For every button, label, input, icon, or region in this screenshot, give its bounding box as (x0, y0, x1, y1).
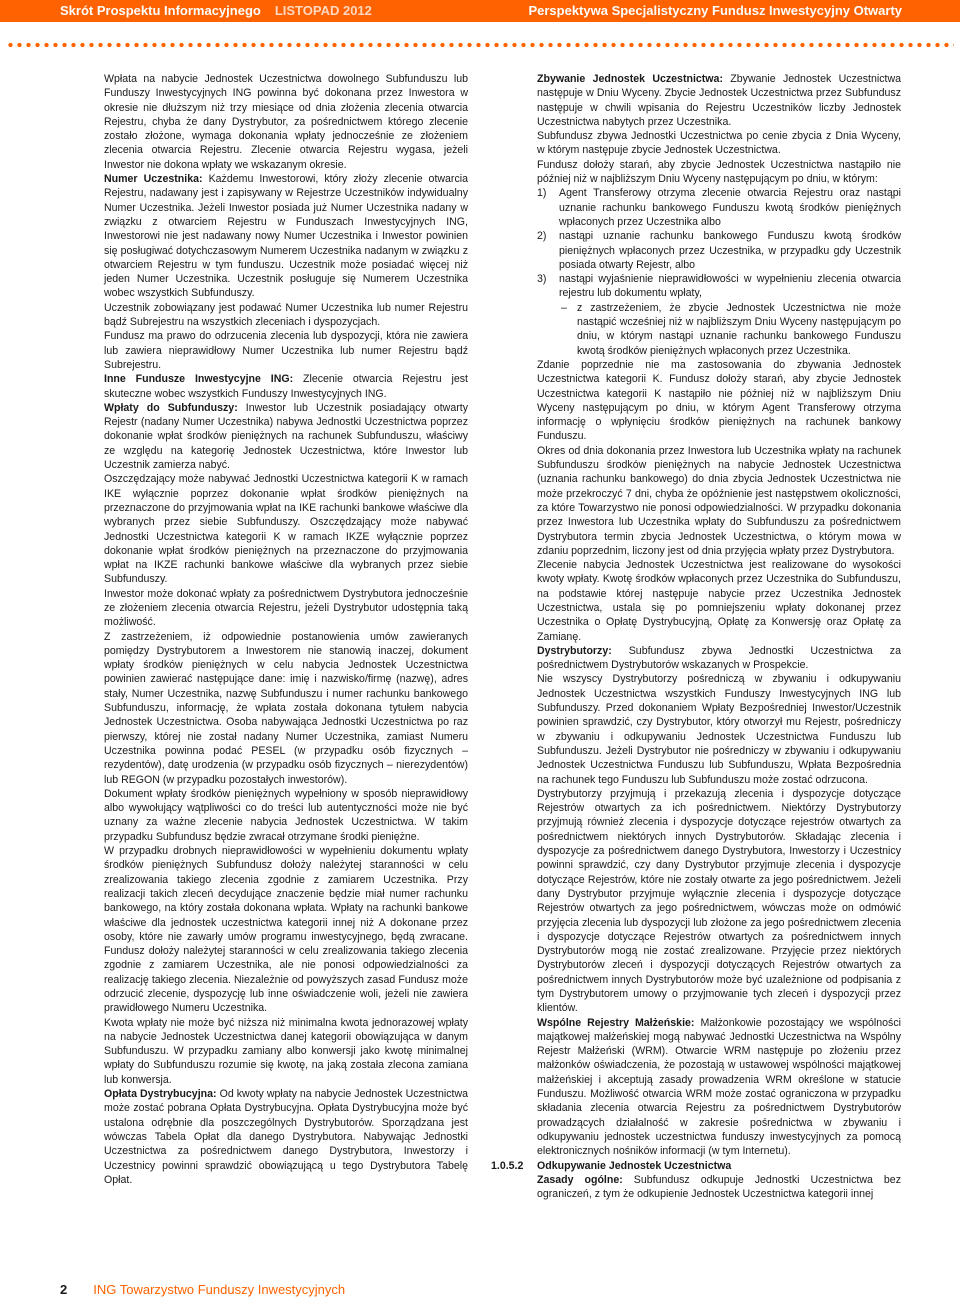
document-date: LISTOPAD 2012 (274, 3, 372, 18)
paragraph: Kwota wpłaty nie może być niższa niż minimalna kwota jednorazowej wpłaty na nabycie Jednostek Uczestnictwa danej kategorii obowiązująca w danym Subfunduszu. W przypadku zamiany albo konwersji jako kwotę minimalnej wpłaty do Subfunduszu rozumie się kwotę, na jaką została zlecona zamiana lub konwersja. (104, 1016, 468, 1086)
paragraph: W przypadku drobnych nieprawidłowości w wypełnieniu dokumentu wpłaty środków pieniężnych Subfundusz dołoży należytej staranności w celu zrealizowania takiego zlecenia zgodnie z zamiarem Uczestnika. Przy realizacji takich zleceń decydujące znaczenie będzie miał numer rachunku bankowego, na który została dokonana wpłata. Wpłaty na rachunki bankowe właściwe dla jednostek uczestnictwa kategorii innej niż A dokonane przez osoby, które nie zawarły umów programu inwestycyjnego, będą zwracane. Fundusz dołoży należytej staranności w celu zrealizowania takiego zlecenia zgodnie z zamiarem Uczestnika, ale nie ponosi odpowiedzialności za realizację takiego zlecenia. Niezależnie od powyższych zasad Fundusz może odrzucić zlecenie, dyspozycję lub inne oświadczenie woli, jeżeli nie zawiera prawidłowego Numeru Uczestnika. (104, 845, 468, 1015)
paragraph-text: Każdemu Inwestorowi, który złoży zlecenie otwarcia Rejestru, nadawany jest i zapisywany w Rejestrze Uczestników indywidualny Numer Uczestnika. Jeżeli Inwestor posiada już Numer Uczestnika nadany w związku z otwarciem Rejestru w Funduszach Inwestycyjnych ING, Inwestorowi nie jest nadawany nowy Numer Uczestnika i Inwestor powinien się posługiwać dotychczasowym Numerem Uczestnika nadanym w związku z otwarciem Rejestru w tym funduszu. Uczestnik może posiadać więcej niż jeden Numer Uczestnika. Uczestnik posługuje się Numerem Uczestnika wobec wszystkich Subfunduszy. (104, 173, 469, 300)
list-item-text: Agent Transferowy otrzyma zlecenie otwarcia Rejestru oraz nastąpi uznanie rachunku bankowego Funduszu kwotą środków pieniężnych wpłaconych przez Uczestnika albo (559, 187, 901, 228)
list-item (537, 272, 901, 301)
paragraph-text: Od kwoty wpłaty na nabycie Jednostek Uczestnictwa może zostać pobrana Opłata Dystrybucyjna. Opłata Dystrybucyjna może być ustalona odrębnie dla poszczególnych Dystrybutorów. Sporządzana jest wówczas Tabela Opłat dla danego Dystrybutora. Nabywając Jednostki Uczestnictwa za pośrednictwem danego Dystrybutora, Inwestorzy i Uczestnicy powinni sprawdzić obowiązującą u tego Dystrybutora Tabelę Opłat. (104, 1088, 468, 1186)
dash-item (537, 301, 901, 358)
list-number: 3) (537, 273, 547, 286)
paragraph: Subfundusz zbywa Jednostki Uczestnictwa po cenie zbycia z Dnia Wyceny, w którym następuje zbycie Jednostek Uczestnictwa. (537, 130, 901, 157)
paragraph: Dokument wpłaty środków pieniężnych wypełniony w sposób nieprawidłowy albo wywołujący wątpliwości co do treści lub autentyczności może nie być uznany za ważne zlecenie nabycia Jednostek Uczestnictwa. W takim przypadku Subfundusz będzie zwracał otrzymane środki pieniężne. (104, 787, 468, 843)
term-label: Zbywanie Jednostek Uczestnictwa: (537, 73, 723, 85)
numbered-list (537, 186, 901, 300)
term-label: Zasady ogólne: (537, 1173, 623, 1186)
paragraph (537, 1173, 901, 1202)
paragraph: Wpłata na nabycie Jednostek Uczestnictwa dowolnego Subfunduszu lub Funduszy Inwestycyjnych ING powinna być dokonana przez Inwestora w okresie nie dłuższym niż trzy miesiące od dnia złożenia zlecenia otwarcia Rejestru, chyba że dany Dystrybutor, za pośrednictwem którego zlecenie zostało złożone, wymaga dokonania wpłaty jednocześnie ze złożeniem zlecenia otwarcia Rejestru. Zlecenie otwarcia Rejestru wygasa, jeżeli Inwestor nie dokona wpłaty we wskazanym okresie. (104, 73, 468, 171)
dotted-divider (6, 42, 954, 48)
paragraph: Uczestnik zobowiązany jest podawać Numer Uczestnika lub numer Rejestru bądź Subrejestru na wszystkich zleceniach i dyspozycjach. (104, 301, 468, 329)
paragraph (104, 372, 468, 401)
paragraph: Inwestor może dokonać wpłaty za pośrednictwem Dystrybutora jednocześnie ze złożeniem zlecenia otwarcia Rejestru, jeżeli Dystrybutor udostępnia taką możliwość. (104, 587, 468, 629)
left-column (104, 72, 468, 1187)
paragraph (104, 1087, 468, 1187)
list-item-text: nastąpi uznanie rachunku bankowego Funduszu kwotą środków pieniężnych wpłaconych przez Uczestnika, w przypadku gdy Uczestnik posiada otwarty Rejestr, albo (559, 230, 901, 271)
section-number: 1.0.5.2 (491, 1159, 524, 1172)
page-number: 2 (60, 1282, 68, 1297)
page-header (0, 0, 960, 22)
paragraph: Okres od dnia dokonania przez Inwestora lub Uczestnika wpłaty na rachunek Subfunduszu środków pieniężnych na nabycie Jednostek Uczestnictwa (uznania rachunku bankowego) do dnia zbycia Jednostek Uczestnictwa nie może przekroczyć 7 dni, chyba że opóźnienie jest następstwem okoliczności, za które Towarzystwo nie ponosi odpowiedzialności. W przypadku dokonania przez Inwestora lub Uczestnika wpłaty do Subfunduszu za pośrednictwem Dystrybutora termin zbycia Jednostek Uczestnictwa, o którym mowa w zdaniu poprzednim, liczony jest od dnia przyjęcia wpłaty przez Dystrybutora. (537, 444, 901, 557)
paragraph (537, 644, 901, 673)
list-number: 1) (537, 187, 547, 200)
paragraph (537, 72, 901, 129)
paragraph (104, 172, 468, 301)
paragraph-text: Zbywanie Jednostek Uczestnictwa następuje w Dniu Wyceny. Zbycie Jednostek Uczestnictwa przez Subfundusz następuje w chwili wpisania do Rejestru Uczestników liczby Jednostek Uczestnictwa nabytych przez Uczestnika. (537, 73, 902, 128)
dash-item-text: z zastrzeżeniem, że zbycie Jednostek Uczestnictwa nie może nastąpić wcześniej niż w najbliższym Dniu Wyceny następującym po dniu, w którym nastąpi uznanie rachunku bankowego Funduszu kwotą środków pieniężnych wpłaconych przez Uczestnika. (577, 301, 901, 357)
paragraph: Fundusz ma prawo do odrzucenia zlecenia lub dyspozycji, która nie zawiera lub zawiera nieprawidłowy Numer Uczestnika lub numer Rejestru bądź Subrejestru. (104, 330, 468, 371)
section-heading (491, 1159, 901, 1173)
paragraph: Nie wszyscy Dystrybutorzy pośredniczą w zbywaniu i odkupywaniu Jednostek Uczestnictwa wszystkich Funduszy Inwestycyjnych ING lub Subfunduszy. Przed dokonaniem Wpłaty Bezpośredniej Inwestor/Uczestnik powinien sprawdzić, czy Dystrybutor, który otworzył mu Rejestr, pośredniczy w zbywaniu i odkupywaniu Jednostek Uczestnictwa Funduszu lub Subfunduszu. Jeżeli Dystrybutor nie pośredniczy w zbywaniu i odkupywaniu Jednostek Uczestnictwa Funduszu lub Subfunduszu, Wpłata Bezpośrednia na rachunek tego Funduszu lub Subfunduszu może zostać odrzucona. (537, 673, 901, 786)
paragraph: Zdanie poprzednie nie ma zastosowania do zbywania Jednostek Uczestnictwa kategorii K. Fundusz dołoży starań, aby zbycie Jednostek Uczestnictwa kategorii K nastąpiło nie później niż w najbliższym Dniu Wyceny następującym po dniu, w którym Agent Transferowy otrzyma informację o wpłynięciu środków pieniężnych na rachunek bankowy Funduszu. (537, 358, 901, 443)
list-item (537, 229, 901, 272)
document-title: Skrót Prospektu Informacyjnego (60, 3, 261, 18)
term-label: Wspólne Rejestry Małżeńskie: (537, 1016, 695, 1029)
paragraph (537, 1016, 901, 1159)
paragraph: Fundusz dołoży starań, aby zbycie Jednostek Uczestnictwa nastąpiło nie później niż w najbliższym Dniu Wyceny następującym po dniu, w którym: (537, 158, 901, 186)
paragraph: Zlecenie nabycia Jednostek Uczestnictwa jest realizowane do wysokości kwoty wpłaty. Kwotę środków wpłaconych przez Uczestnika do Subfunduszu, na podstawie której następuje nabycie przez Uczestnika Jednostek Uczestnictwa, ustala się po pomniejszeniu wpłaty dokonanej przez Uczestnika o Opłatę Dystrybucyjną, Opłatę za Konwersję oraz Opłatę za Zamianę. (537, 559, 901, 643)
term-label: Wpłaty do Subfunduszy: (104, 401, 238, 414)
list-item-text: nastąpi wyjaśnienie nieprawidłowości w wypełnieniu zlecenia otwarcia rejestru lub dokumentu wpłaty, (559, 273, 901, 300)
paragraph: Oszczędzający może nabywać Jednostki Uczestnictwa kategorii K w ramach IKE wyłącznie poprzez dokonanie wpłat środków pieniężnych na przeznaczone do przyjmowania wpłat na IKE rachunki bankowe właściwe dla wybranych przez siebie Subfunduszy. Oszczędzający może nabywać Jednostki Uczestnictwa kategorii K w ramach IKZE wyłącznie poprzez dokonanie wpłat środków pieniężnych na przeznaczone do przyjmowania wpłat na IKZE rachunki bankowe właściwe dla wybranych przez siebie Subfunduszy. (104, 473, 468, 586)
list-number: 2) (537, 230, 547, 243)
paragraph-text: Zlecenie otwarcia Rejestru jest skuteczne wobec wszystkich Funduszy Inwestycyjnych ING. (104, 373, 468, 400)
term-label: Numer Uczestnika: (104, 173, 203, 186)
list-item (537, 186, 901, 229)
paragraph-text: Małżonkowie pozostający we wspólności majątkowej małżeńskiej mogą nabywać Jednostki Uczestnictwa na Wspólny Rejestr Małżeński (WRM). Otwarcie WRM następuje po złożeniu przez małżonków oświadczenia, że pozostają w ustawowej wspólności majątkowej małżeńskiej i akceptują zasady prowadzenia WRM określone w statucie Funduszu. Możliwość otwarcia WRM może zostać ograniczona w przypadku składania zlecenia otwarcia Rejestru za pośrednictwem Dystrybutorów prowadzących działalność w zakresie pośrednictwa w zbywaniu i odkupywaniu jednostek uczestnictwa funduszy inwestycyjnych za pomocą elektronicznych nośników informacji (w tym Internetu). (537, 1016, 901, 1158)
paragraph-text: Inwestor lub Uczestnik posiadający otwarty Rejestr (nadany Numer Uczestnika) nabywa Jednostki Uczestnictwa poprzez dokonanie wpłat środków pieniężnych na rachunek Subfunduszu, właściwy ze względu na kategorię Jednostek Uczestnictwa, które Inwestor lub Uczestnik zamierza nabyć. (104, 401, 468, 472)
header-left (60, 3, 372, 18)
page-footer (60, 1282, 345, 1297)
paragraph: Z zastrzeżeniem, iż odpowiednie postanowienia umów zawieranych pomiędzy Dystrybutorem a Inwestorem nie stanowią inaczej, dokument wpłaty środków pieniężnych w celu nabycia Jednostek Uczestnictwa powinien zawierać następujące dane: imię i nazwisko/firmę (nazwę), adres stały, Numer Uczestnika, nazwę Subfunduszu i numer rachunku bankowego Subfunduszu, informację, że wpłata została dokonana tytułem nabycia Jednostek Uczestnictwa. Osoba nabywająca Jednostki Uczestnictwa po raz pierwszy, której nie został nadany Numer Uczestnika, zamiast Numeru Uczestnika powinna podać PESEL (w przypadku osób fizycznych – rezydentów), datę urodzenia (w przypadku osób fizycznych – nierezydentów) lub REGON (w przypadku pozostałych inwestorów). (104, 630, 468, 786)
paragraph-text: Subfundusz odkupuje Jednostki Uczestnictwa bez ograniczeń, z tym że odkupienie Jednostek Uczestnictwa kategorii innej (537, 1173, 901, 1201)
term-label: Dystrybutorzy: (537, 644, 612, 657)
term-label: Inne Fundusze Inwestycyjne ING: (104, 373, 294, 386)
term-label: Opłata Dystrybucyjna: (104, 1088, 217, 1101)
dash-mark: – (561, 301, 567, 314)
paragraph-text: Subfundusz zbywa Jednostki Uczestnictwa za pośrednictwem Dystrybutorów wskazanych w Prospekcie. (537, 644, 901, 672)
company-name: ING Towarzystwo Funduszy Inwestycyjnych (93, 1282, 346, 1297)
right-column (491, 72, 902, 1201)
fund-name: Perspektywa Specjalistyczny Fundusz Inwestycyjny Otwarty (528, 3, 902, 18)
paragraph: Dystrybutorzy przyjmują i przekazują zlecenia i dyspozycje dotyczące Rejestrów otwartych za ich pośrednictwem. Niektórzy Dystrybutorzy przyjmują również zlecenia i dyspozycje dotyczące rejestrów otwartych za pośrednictwem niektórych innych Dystrybutorów. Składając zlecenia i dyspozycje za pośrednictwem danego Dystrybutora, Inwestorzy i Uczestnicy powinni sprawdzić, czy dany Dystrybutor przyjmuje zlecenia i dyspozycje dotyczące Rejestrów, które nie zostały otwarte za jego pośrednictwem. Jeżeli dany Dystrybutor przyjmuje wyłącznie zlecenia i dyspozycje dotyczące Rejestrów otwartych za jego pośrednictwem, wówczas może on odmówić przyjęcia zlecenia lub dyspozycji lub złożone za jego pośrednictwem zlecenia i dyspozycje dotyczące Rejestrów otwartych za pośrednictwem innych Dystrybutorów mogą nie zostać zrealizowane. Przyjęcie przez niektórych Dystrybutorów zleceń i dyspozycji dotyczących Rejestrów otwartych za pośrednictwem innych Dystrybutorów może być uzależnione od podpisania z tym Dystrybutorem umowy o przyjmowanie tych zleceń i dyspozycji przez klientów. (537, 787, 901, 1015)
section-title: Odkupywanie Jednostek Uczestnictwa (537, 1159, 732, 1172)
paragraph (104, 401, 468, 472)
